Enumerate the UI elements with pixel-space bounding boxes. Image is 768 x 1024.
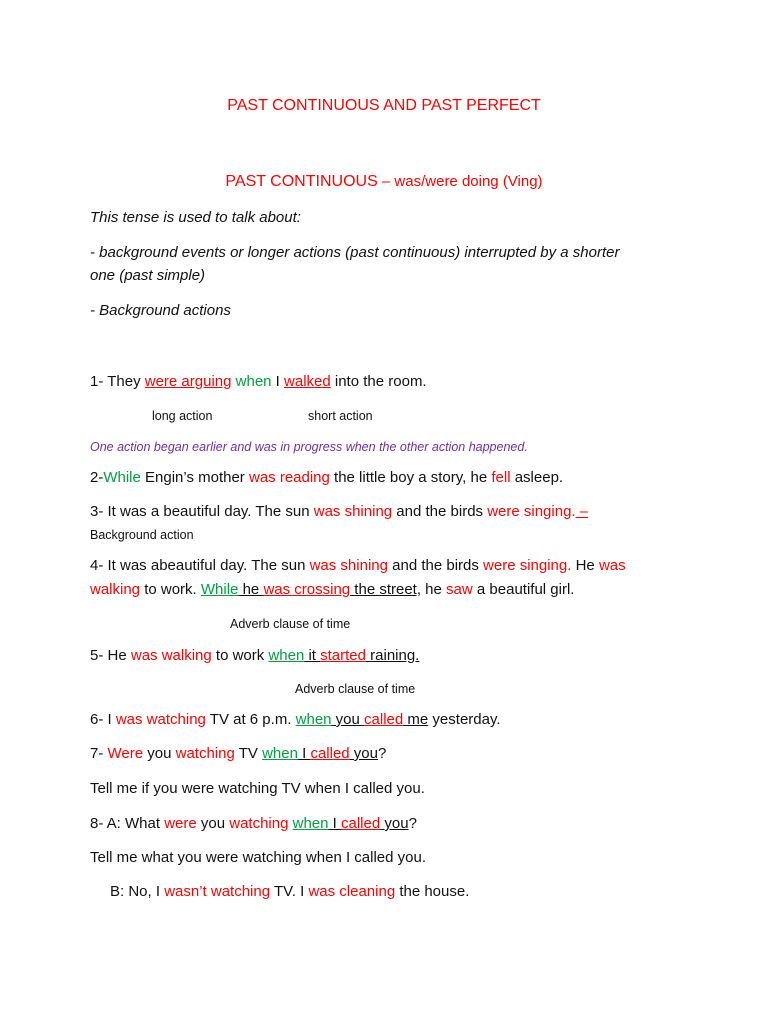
ex8-text-f: ? (408, 815, 417, 832)
ex4-verb-4: was crossing (263, 581, 351, 598)
intro-point1-line2: one (past simple) (90, 267, 206, 284)
ex8-conjunction: when (292, 815, 329, 832)
ex2-conjunction: While (103, 469, 141, 486)
ex8b-text-b: TV. I (270, 883, 309, 900)
section-heading-name: PAST CONTINUOUS (225, 173, 378, 190)
ex6-conjunction: when (295, 711, 332, 728)
ex3-dash: – (575, 503, 589, 520)
ex6-text-a: 6- I (90, 711, 116, 728)
ex5-verb-2: started (320, 647, 366, 664)
ex6-verb-1: was watching (115, 711, 206, 728)
ex1-conjunction: when (235, 373, 272, 390)
ex4-text-h: a beautiful girl. (472, 581, 575, 598)
ex4-verb-3b: walking (90, 581, 141, 598)
ex8b-text-c: the house. (395, 883, 470, 900)
ex8-verb-2: watching (229, 815, 289, 832)
ex1-verb-short: walked (284, 373, 331, 390)
ex3-verb-1: was shining (313, 503, 393, 520)
ex6-text-d: me (403, 711, 429, 728)
ex2-verb-2: fell (491, 469, 511, 486)
ex4-text-e: he (238, 581, 264, 598)
ex3-text-b: and the birds (392, 503, 488, 520)
ex6-verb-2: called (364, 711, 404, 728)
example-7-reported: Tell me if you were watching TV when I called you. (90, 780, 425, 797)
ex2-verb-1: was reading (248, 469, 330, 486)
intro-point2: - Background actions (90, 302, 231, 319)
ex7-text-d: I (297, 745, 311, 762)
ex7-verb-3: called (310, 745, 350, 762)
ex2-text-a: Engin’s mother (140, 469, 249, 486)
ex4-text-g: he (421, 581, 447, 598)
ex8-text-b: you (196, 815, 230, 832)
ex8b-verb-2: was cleaning (308, 883, 396, 900)
ex4-conjunction: While (200, 581, 239, 598)
ex4-label: Adverb clause of time (230, 617, 351, 631)
ex5-text-b: to work (211, 647, 269, 664)
ex2-text-b: the little boy a story, he (329, 469, 492, 486)
ex4-verb-5: saw (446, 581, 473, 598)
ex4-text-d: to work. (140, 581, 201, 598)
ex7-verb-1: Were (107, 745, 144, 762)
example-4-line2 (90, 580, 574, 600)
ex7-text-a: 7- (90, 745, 108, 762)
ex1-subject: I (271, 373, 285, 390)
ex8b-verb-1: wasn’t watching (164, 883, 271, 900)
section-heading (0, 172, 768, 192)
ex7-verb-2: watching (175, 745, 235, 762)
example-1 (90, 372, 427, 392)
ex8b-text-a: B: No, I (110, 883, 165, 900)
intro-point1-line1: - background events or longer actions (past continuous) interrupted by a shorter (90, 244, 620, 261)
ex5-text-c: it (304, 647, 321, 664)
ex3-label: Background action (90, 528, 194, 542)
example-7 (90, 744, 386, 764)
ex4-text-b: and the birds (387, 557, 484, 574)
ex6-text-e: yesterday. (428, 711, 501, 728)
section-heading-form: was/were doing (Ving) (394, 173, 543, 190)
ex5-text-d: raining. (365, 647, 420, 664)
ex1-label-short: short action (308, 409, 373, 423)
ex5-text-a: 5- He (90, 647, 131, 664)
ex3-verb-2: were singing. (487, 503, 576, 520)
ex1-number: 1- They (90, 373, 145, 390)
example-3 (90, 502, 588, 522)
ex7-text-c: TV (234, 745, 263, 762)
ex1-rest: into the room. (330, 373, 427, 390)
ex6-text-c: you (331, 711, 365, 728)
ex6-text-b: TV at 6 p.m. (205, 711, 296, 728)
ex1-verb-long: were arguing (144, 373, 232, 390)
ex7-text-b: you (143, 745, 176, 762)
intro-lead: This tense is used to talk about: (90, 209, 301, 226)
ex4-verb-2: were singing. (483, 557, 572, 574)
ex4-text-c: He (571, 557, 599, 574)
example-5 (90, 646, 419, 666)
example-8-answer (110, 882, 469, 902)
ex4-verb-1: was shining (309, 557, 388, 574)
section-heading-dash: – (377, 173, 395, 190)
ex4-verb-3a: was (598, 557, 626, 574)
ex2-number: 2- (90, 469, 104, 486)
ex8-text-d: I (328, 815, 341, 832)
ex8-text-e: you (380, 815, 409, 832)
ex7-conjunction: when (262, 745, 298, 762)
ex4-text-f: the street, (350, 581, 422, 598)
example-6 (90, 710, 501, 730)
ex5-conjunction: when (268, 647, 305, 664)
ex1-label-long: long action (152, 409, 213, 423)
ex4-text-a: 4- It was abeautiful day. The sun (90, 557, 310, 574)
ex8-verb-1: were (164, 815, 197, 832)
ex8-text-a: 8- A: What (90, 815, 165, 832)
example-2 (90, 468, 563, 488)
ex8-verb-3: called (341, 815, 381, 832)
note: One action began earlier and was in progress when the other action happened. (90, 440, 528, 454)
example-8-reported: Tell me what you were watching when I called you. (90, 849, 427, 866)
example-8 (90, 814, 417, 834)
page-title: PAST CONTINUOUS AND PAST PERFECT (227, 97, 541, 114)
example-4-line1 (90, 556, 626, 576)
ex5-verb-1: was walking (130, 647, 212, 664)
ex7-text-e: you (349, 745, 378, 762)
ex7-text-f: ? (378, 745, 387, 762)
ex3-text-a: 3- It was a beautiful day. The sun (90, 503, 314, 520)
ex5-label: Adverb clause of time (295, 682, 416, 696)
ex2-text-c: asleep. (510, 469, 564, 486)
